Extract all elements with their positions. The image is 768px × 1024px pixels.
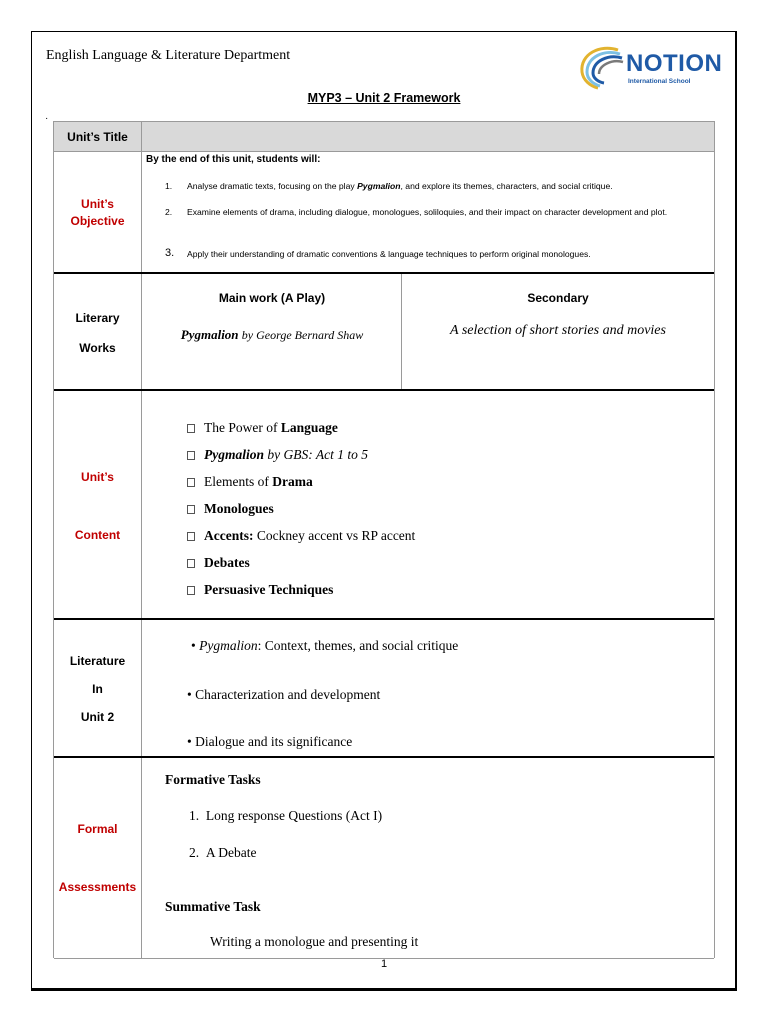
content-item xyxy=(187,528,415,544)
bullet-icon: • xyxy=(191,638,200,653)
objective-play-title: Pygmalion xyxy=(357,181,401,191)
objective-content xyxy=(143,152,714,273)
literature-label-line1: Literature xyxy=(69,654,126,668)
content-item-bold: Persuasive Techniques xyxy=(204,582,334,597)
objective-text: Examine elements of drama, including dialogue, monologues, soliloquies, and their impact on character development and plot. xyxy=(187,207,668,217)
content-item xyxy=(187,447,368,463)
objective-label-line2: Objective xyxy=(70,213,125,228)
literature-item-emph: Pygmalion xyxy=(199,638,258,653)
literature-item-text: Dialogue and its significance xyxy=(195,734,353,749)
content-item-text: Elements of xyxy=(204,474,273,489)
main-work-heading: Main work (A Play) xyxy=(218,291,326,305)
content-item-bold: Drama xyxy=(272,474,313,489)
formative-item-number: 1. xyxy=(189,808,200,823)
checkbox-icon xyxy=(187,451,195,460)
literary-works-row xyxy=(54,272,714,391)
content-item-bold: Monologues xyxy=(204,501,274,516)
assessments-label xyxy=(54,758,142,958)
unit-title-row xyxy=(54,121,714,152)
content-item-bold: Debates xyxy=(204,555,250,570)
literary-works-label-line2: Works xyxy=(79,340,116,355)
assessments-content xyxy=(143,758,714,958)
objective-text: Analyse dramatic texts, focusing on the play xyxy=(187,181,358,191)
logo-subtitle: International School xyxy=(628,78,691,85)
checkbox-icon xyxy=(187,478,195,487)
literature-item xyxy=(191,638,458,654)
formative-item xyxy=(189,845,256,861)
unit-title-label xyxy=(54,122,142,152)
literature-list xyxy=(143,620,714,758)
objective-number: 2. xyxy=(165,207,173,217)
content-item xyxy=(187,501,274,517)
checkbox-icon xyxy=(187,505,195,514)
literature-label-line2: In xyxy=(92,682,103,696)
framework-title: MYP3 – Unit 2 Framework xyxy=(307,91,461,105)
content-item-text: : Act 1 to 5 xyxy=(308,447,368,462)
literature-item-text: : Context, themes, and social critique xyxy=(257,638,459,653)
content-label-line2: Content xyxy=(74,527,121,542)
formative-item-text: A Debate xyxy=(205,845,257,860)
secondary-text: A selection of short stories and movies xyxy=(450,323,666,338)
objective-number: 3. xyxy=(165,247,175,259)
checkbox-icon xyxy=(187,586,195,595)
objective-label xyxy=(54,152,142,273)
main-work-title xyxy=(143,327,401,343)
content-item-text: Cockney accent vs RP accent xyxy=(253,528,416,543)
content-item-bold: Language xyxy=(280,420,338,435)
content-item-bold: Accents: xyxy=(204,528,254,543)
logo-wordmark: NOTION xyxy=(626,50,723,77)
literature-row xyxy=(54,618,714,758)
assessments-label-line2: Assessments xyxy=(58,880,137,894)
formative-item-text: Long response Questions (Act I) xyxy=(205,808,383,823)
literature-item xyxy=(187,734,352,750)
main-work-play-name: Pygmalion xyxy=(180,327,239,342)
unit-title-value xyxy=(143,122,714,152)
objectives-lead: By the end of this unit, students will: xyxy=(146,154,321,165)
assessments-label-line1: Formal xyxy=(77,822,118,836)
summative-text: Writing a monologue and presenting it xyxy=(210,934,419,949)
objective-text-end: , and explore its themes, characters, and social critique. xyxy=(400,181,613,191)
main-work-author: by George Bernard Shaw xyxy=(241,328,364,342)
stray-bullet-mark: · xyxy=(45,113,49,124)
literature-item xyxy=(187,687,380,703)
content-label-line1: Unit’s xyxy=(81,469,114,484)
bullet-icon: • xyxy=(187,687,196,702)
content-item xyxy=(187,555,250,571)
assessments-row xyxy=(54,756,714,959)
literary-works-label-line1: Literary xyxy=(75,310,120,325)
formative-item xyxy=(189,808,382,824)
literature-item-text: Characterization and development xyxy=(195,687,381,702)
literature-label-line3: Unit 2 xyxy=(80,710,115,724)
content-item-bold: Pygmalion xyxy=(204,447,264,462)
objective-label-line1: Unit’s xyxy=(81,196,114,211)
school-logo xyxy=(574,42,724,94)
content-item xyxy=(187,420,338,436)
content-item-text: by GBS xyxy=(264,447,309,462)
content-row xyxy=(54,389,714,620)
content-list xyxy=(143,391,714,620)
checkbox-icon xyxy=(187,424,195,433)
checkbox-icon xyxy=(187,532,195,541)
literature-label xyxy=(54,620,142,758)
bullet-icon: • xyxy=(187,734,196,749)
department-name: English Language & Literature Department xyxy=(46,48,291,63)
content-label xyxy=(54,391,142,620)
logo-swirl-icon xyxy=(574,42,626,94)
literary-works-label xyxy=(54,274,142,391)
formative-heading: Formative Tasks xyxy=(165,772,261,787)
objective-number: 1. xyxy=(165,181,173,191)
summative-heading: Summative Task xyxy=(165,899,261,914)
formative-item-number: 2. xyxy=(189,845,200,860)
page-number: 1 xyxy=(380,958,388,970)
content-item xyxy=(187,474,313,490)
objective-row xyxy=(54,151,714,273)
checkbox-icon xyxy=(187,559,195,568)
unit-title-label-text: Unit’s Title xyxy=(67,130,128,144)
literary-works-content xyxy=(143,274,714,391)
framework-table xyxy=(53,121,715,958)
secondary-heading: Secondary xyxy=(527,291,589,305)
objective-text: Apply their understanding of dramatic conventions & language techniques to perform original monologues. xyxy=(187,249,591,259)
content-item xyxy=(187,582,333,598)
content-item-text: The Power of xyxy=(204,420,281,435)
